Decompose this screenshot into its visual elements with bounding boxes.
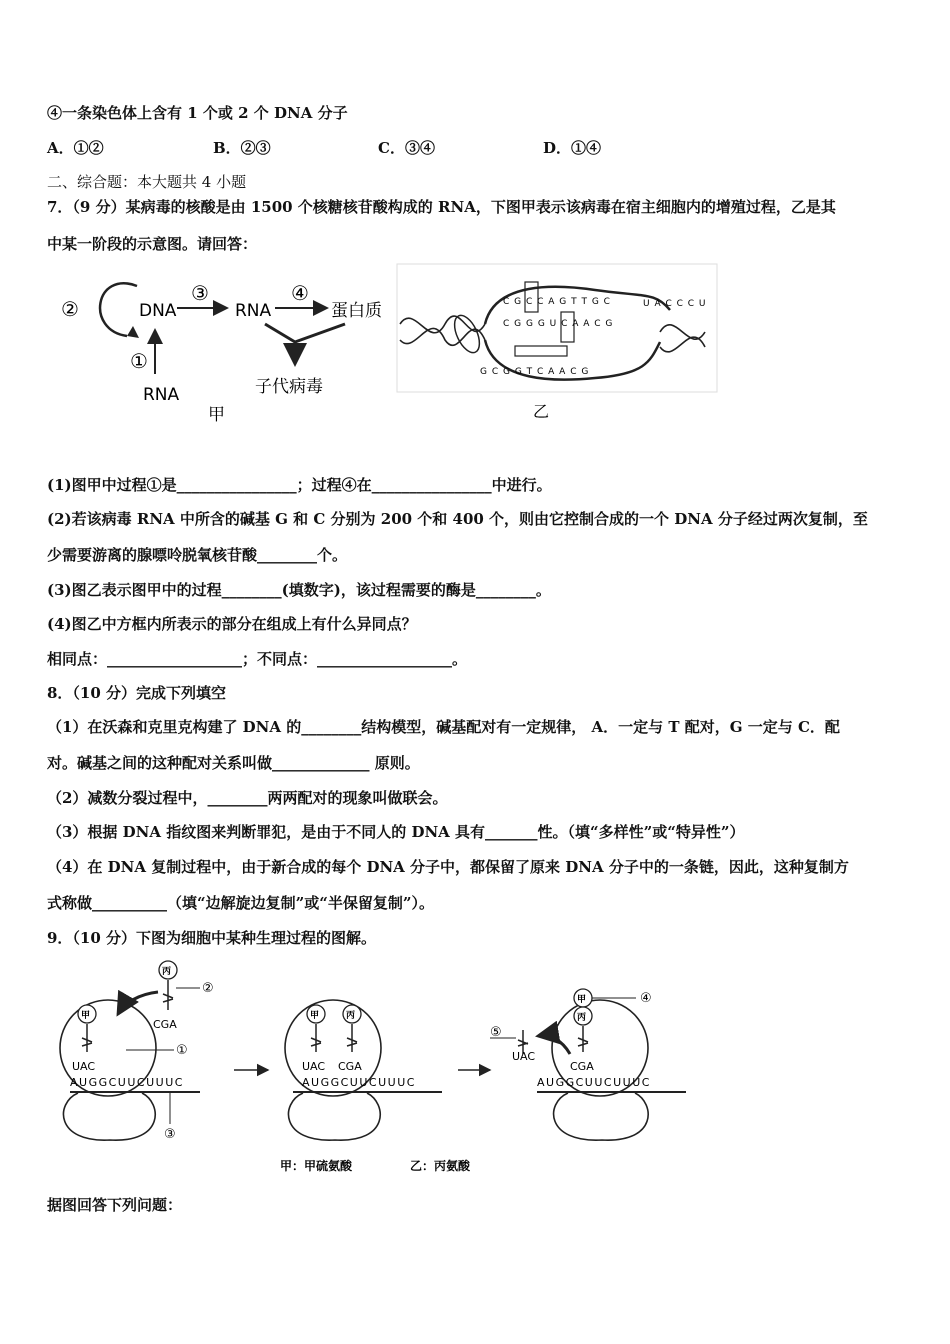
q7-part-4: (4)图乙中方框内所表示的部分在组成上有什么异同点？	[47, 615, 417, 633]
q7-intro-line-2: 中某一阶段的示意图。请回答：	[47, 235, 258, 253]
option-b[interactable]: B．②③	[213, 139, 271, 157]
p1-bing: 丙	[162, 967, 172, 977]
panel-2	[285, 1000, 442, 1140]
yi-top-strand: C G C C A G T T G C	[503, 297, 611, 307]
p3-mrna: AUGGCUUCUUUC	[537, 1076, 651, 1089]
option-d[interactable]: D．①④	[543, 139, 602, 157]
q6-statement-4: ④一条染色体上含有 1 个或 2 个 DNA 分子	[47, 104, 348, 122]
q9-intro: 9．（10 分）下图为细胞中某种生理过程的图解。	[47, 929, 377, 947]
q7-part-4-answer: 相同点：__________________；不同点：__________________。	[47, 650, 468, 668]
p1-mrna: AUGGCUUCUUUC	[70, 1076, 184, 1089]
figure-yi	[395, 262, 720, 427]
q8-part-4-line-1: （4）在 DNA 复制过程中，由于新合成的每个 DNA 分子中，都保留了原来 DNA 分子中的一条链，因此，这种复制方	[47, 858, 849, 876]
jia-circled-2: ②	[61, 297, 79, 321]
q7-part-3: (3)图乙表示图甲中的过程________(填数字)，该过程需要的酶是________。	[47, 581, 551, 599]
jia-rna-label: RNA	[235, 301, 272, 321]
panel-1	[60, 961, 214, 1142]
yi-enzyme-bar	[515, 346, 567, 356]
q7-part-2-line-1: (2)若该病毒 RNA 中所含的碱基 G 和 C 分别为 200 个和 400 个，则由它控制合成的一个 DNA 分子经过两次复制，至	[47, 510, 868, 528]
jia-rna-bottom-label: RNA	[143, 385, 180, 405]
q7-part-2-line-2: 少需要游离的腺嘌呤脱氧核苷酸________个。	[47, 546, 348, 564]
yi-rna-tail: U A C C C U	[643, 299, 707, 309]
yi-bottom-strand: G C G G T C A A C G	[480, 367, 590, 377]
p1-jia: 甲	[81, 1011, 91, 1021]
jia-circled-4: ④	[291, 281, 309, 305]
option-a[interactable]: A．①②	[47, 139, 104, 157]
p3-n5: ⑤	[490, 1025, 502, 1040]
p1-n2: ②	[202, 981, 214, 996]
q7-part-1: (1)图甲中过程①是________________；过程④在________________中进行。	[47, 476, 552, 494]
p3-bing: 丙	[577, 1013, 587, 1023]
figure-jia	[55, 268, 395, 428]
figure-translation	[50, 958, 750, 1183]
jia-circled-1: ①	[130, 349, 148, 373]
jia-progeny-label: 子代病毒	[255, 377, 323, 397]
p3-n4: ④	[640, 991, 652, 1006]
p1-n3: ③	[164, 1127, 176, 1142]
p2-mrna: AUGGCUUCUUUC	[302, 1076, 416, 1089]
q8-part-1-line-1: （1）在沃森和克里克构建了 DNA 的________结构模型，碱基配对有一定规律， A．一定与 T 配对，G 一定与 C．配	[47, 718, 840, 736]
p3-jia: 甲	[577, 995, 587, 1005]
p1-uac: UAC	[72, 1060, 96, 1073]
jia-circled-3: ③	[191, 281, 209, 305]
p3-uac: UAC	[512, 1050, 536, 1063]
panel-3	[490, 989, 686, 1140]
legend-jia: 甲：甲硫氨酸	[280, 1159, 353, 1173]
jia-protein-label: 蛋白质	[331, 301, 382, 321]
q7-intro-line-1: 7．（9 分）某病毒的核酸是由 1500 个核糖核苷酸构成的 RNA，下图甲表示该病毒在宿主细胞内的增殖过程，乙是其	[47, 198, 836, 216]
q8-intro: 8．（10 分）完成下列填空	[47, 684, 227, 702]
q9-prompt: 据图回答下列问题：	[47, 1196, 183, 1214]
yi-mid-strand: C G G G U C A A C G	[503, 319, 614, 329]
option-c[interactable]: C．③④	[378, 139, 435, 157]
q8-part-4-line-2: 式称做__________（填“边解旋边复制”或“半保留复制”）。	[47, 894, 435, 912]
p2-uac: UAC	[302, 1060, 326, 1073]
q8-part-2: （2）减数分裂过程中，________两两配对的现象叫做联会。	[47, 789, 448, 807]
p1-n1: ①	[176, 1043, 188, 1058]
p2-cga: CGA	[338, 1060, 362, 1073]
q8-part-1-line-2: 对。碱基之间的这种配对关系叫做_____________ 原则。	[47, 754, 420, 772]
p1-cga: CGA	[153, 1018, 177, 1031]
yi-caption: 乙	[533, 402, 550, 421]
p2-jia: 甲	[310, 1011, 320, 1021]
p3-cga: CGA	[570, 1060, 594, 1073]
q8-part-3: （3）根据 DNA 指纹图来判断罪犯，是由于不同人的 DNA 具有_______性。（填“多样性”或“特异性”）	[47, 823, 745, 841]
section-heading: 二、综合题：本大题共 4 小题	[47, 173, 247, 191]
jia-dna-label: DNA	[139, 301, 177, 321]
p2-bing: 丙	[346, 1011, 356, 1021]
jia-caption: 甲	[208, 405, 225, 425]
legend-yi: 乙：丙氨酸	[410, 1159, 471, 1173]
jia-loop-arrow	[100, 283, 137, 336]
